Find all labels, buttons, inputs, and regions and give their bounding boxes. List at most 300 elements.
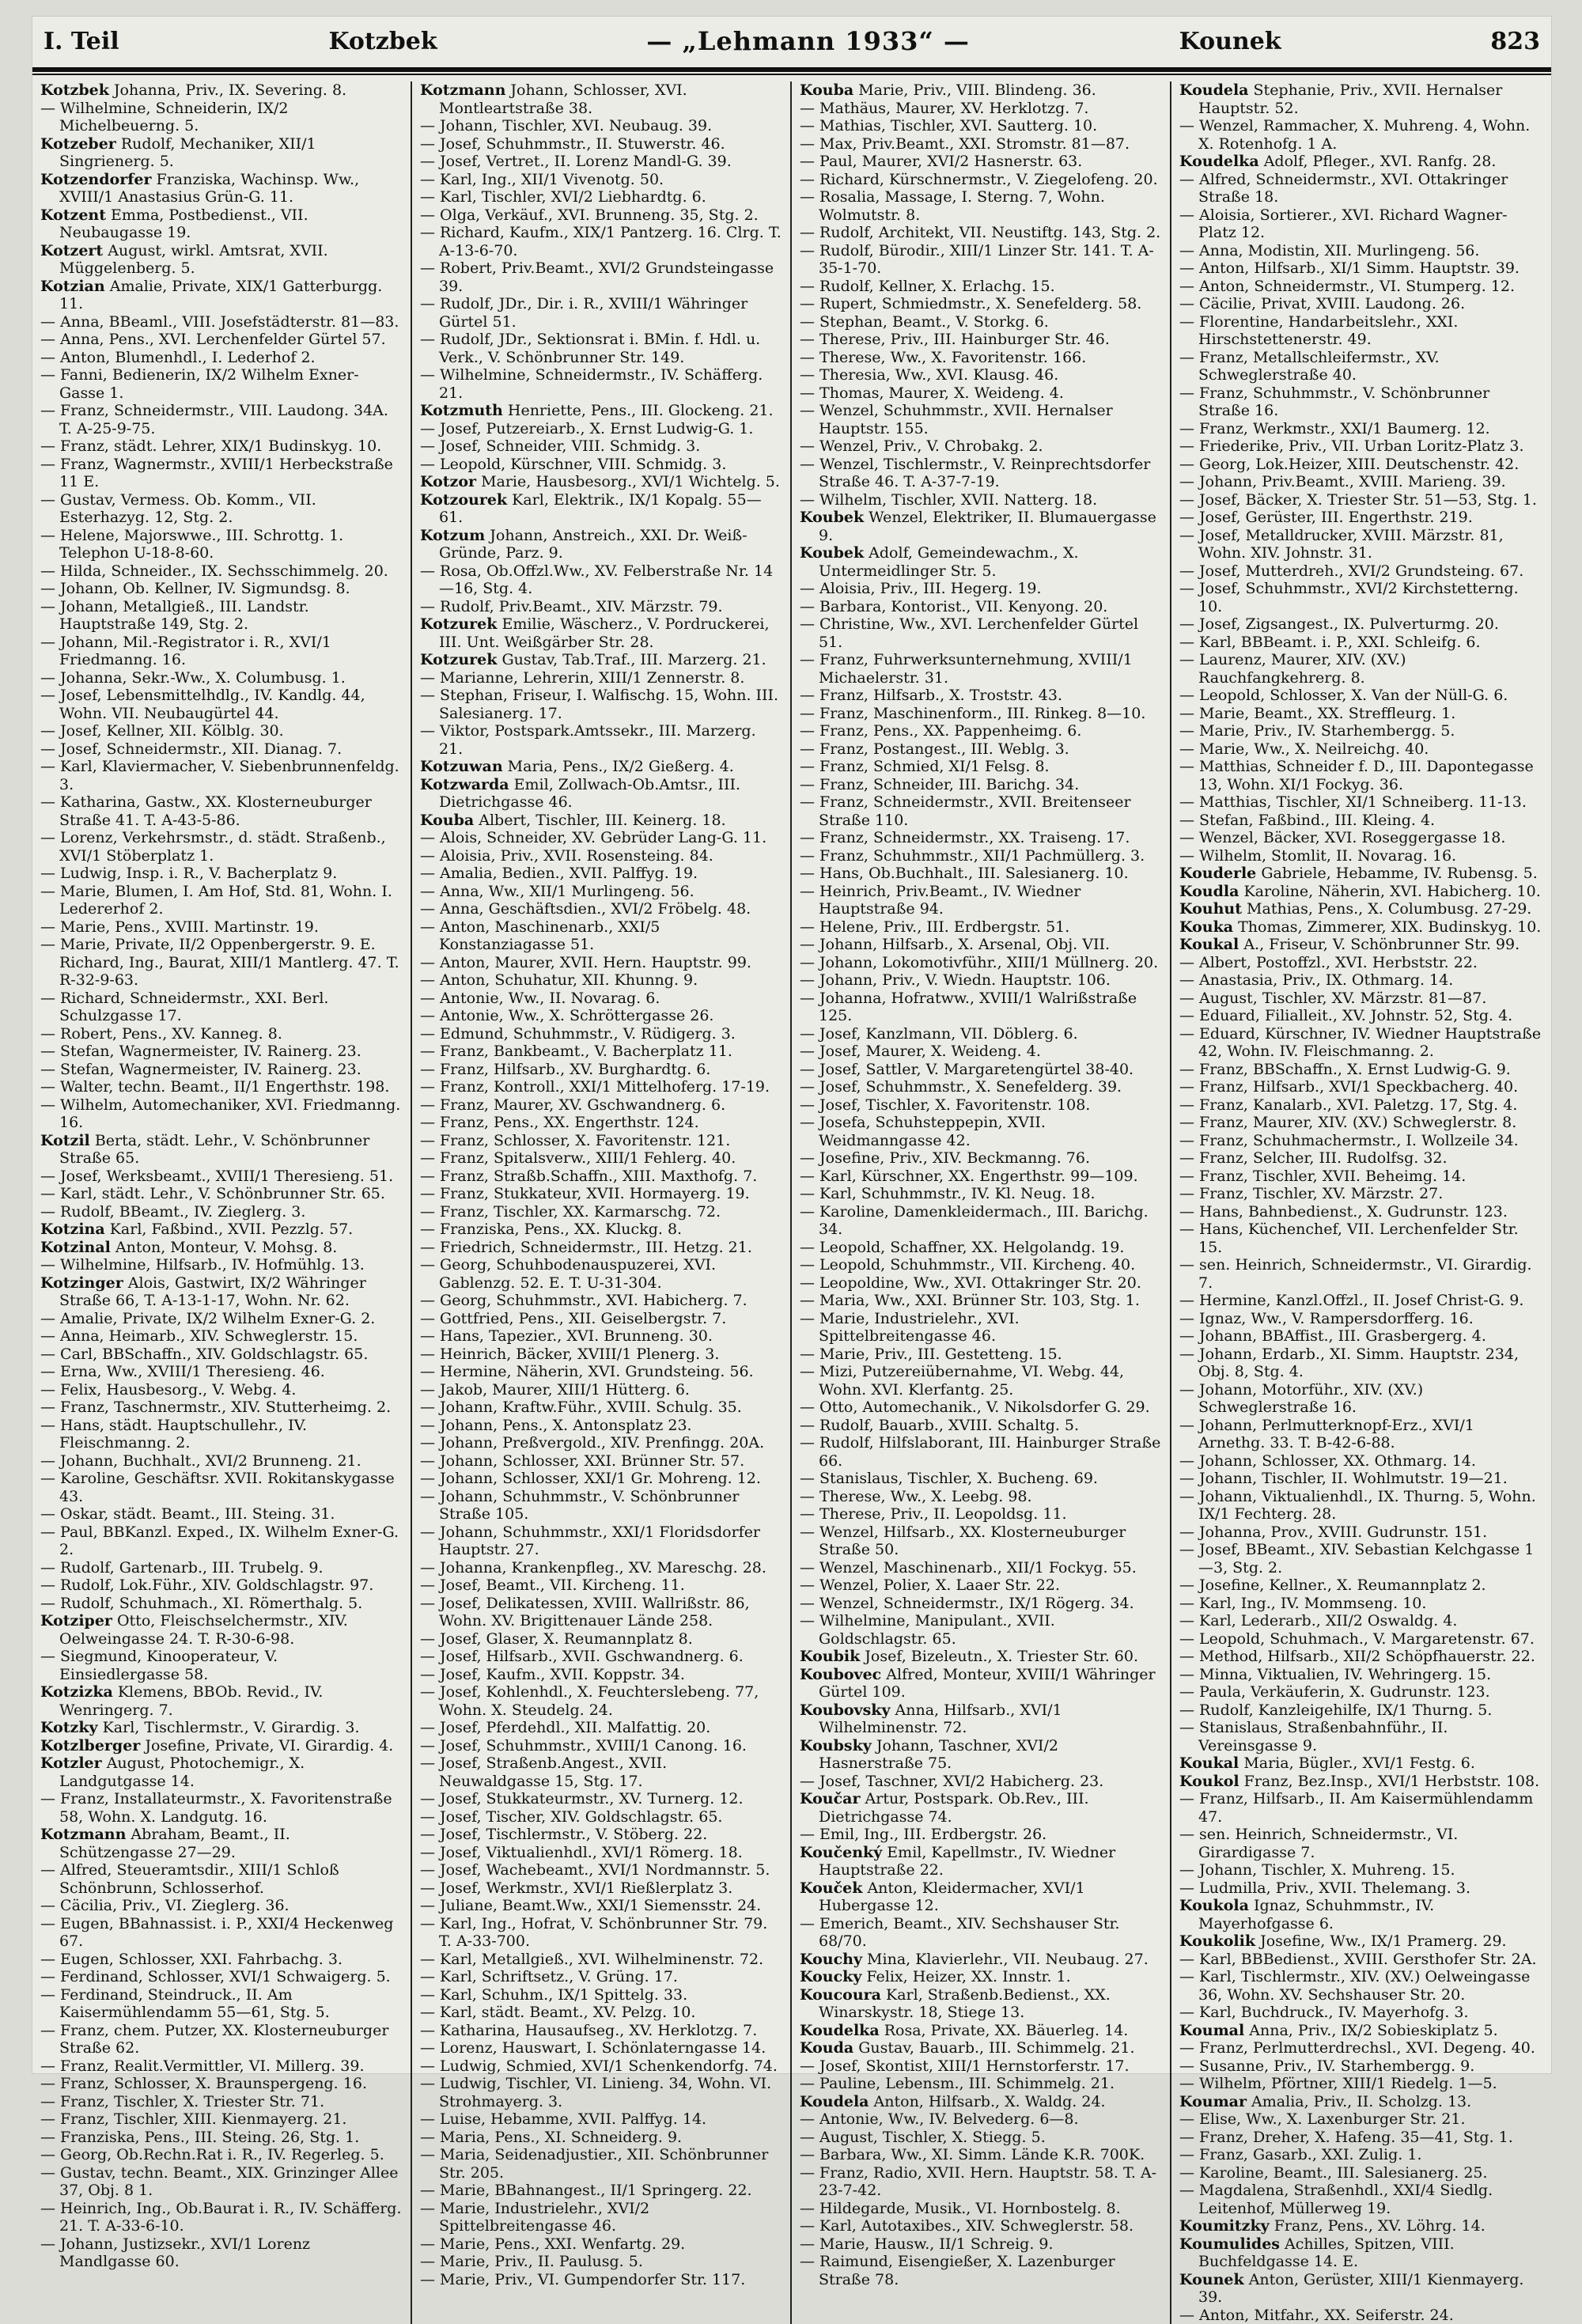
directory-entry xyxy=(420,259,782,295)
directory-entry xyxy=(40,1737,403,1755)
entry-text: — Karoline, Geschäftsr. XVII. Rokitanskygasse 43. xyxy=(40,1470,395,1505)
entry-text: Anton, Monteur, V. Mohsg. 8. xyxy=(111,1239,337,1256)
entry-text: — August, Tischler, X. Stiegg. 5. xyxy=(800,2129,1046,2146)
entry-text: Johanna, Priv., IX. Severing. 8. xyxy=(109,81,346,99)
entry-text: — Karl, städt. Beamt., XV. Pelzg. 10. xyxy=(420,2004,695,2021)
entry-text: — Franz, BBSchaffn., X. Ernst Ludwig-G. 9. xyxy=(1179,1061,1511,1078)
entry-text: — Franz, Realit.Vermittler, VI. Millerg. 39. xyxy=(40,2057,365,2075)
directory-entry xyxy=(40,1897,403,1915)
entry-text: — Josef, Schneider, VIII. Schmidg. 3. xyxy=(420,437,700,455)
directory-entry xyxy=(800,349,1162,367)
entry-text: — Katharina, Hausaufseg., XV. Herklotzg. 7. xyxy=(420,2022,757,2039)
entry-text: Rudolf, Mechaniker, XII/1 Singrienerg. 5. xyxy=(59,135,316,171)
directory-entry xyxy=(800,1612,1162,1648)
directory-entry xyxy=(800,1844,1162,1879)
entry-text: — Johann, Erdarb., XI. Simm. Hauptstr. 234, Obj. 8, Stg. 4. xyxy=(1179,1346,1519,1381)
entry-text: — Johanna, Hofratww., XVIII/1 Walrißstraße 125. xyxy=(800,990,1137,1025)
entry-text: Rosa, Private, XX. Bäuerleg. 14. xyxy=(880,2022,1129,2039)
directory-entry xyxy=(40,740,403,759)
entry-surname: Koudelka xyxy=(800,2022,880,2039)
entry-text: — Johann, Tischler, X. Muhreng. 15. xyxy=(1179,1861,1455,1879)
directory-entry xyxy=(1179,1132,1543,1150)
entry-text: — Wilhelm, Stomlit, II. Novarag. 16. xyxy=(1179,847,1456,865)
entry-text: — Eduard, Filialleit., XV. Johnstr. 52, Stg. 4. xyxy=(1179,1007,1512,1024)
directory-entry xyxy=(40,865,403,883)
entry-text: — Johann, Lokomotivführ., XIII/1 Müllnerg. 20. xyxy=(800,954,1158,971)
directory-entry xyxy=(420,1452,782,1470)
entry-text: — Gustav, techn. Beamt., XIX. Grinzinger Allee 37, Obj. 8 1. xyxy=(40,2164,399,2200)
directory-entry xyxy=(40,669,403,687)
directory-entry xyxy=(420,1043,782,1061)
entry-text: Anna, Priv., IX/2 Sobieskiplatz 5. xyxy=(1244,2022,1497,2039)
entry-surname: Kotzuwan xyxy=(420,758,503,775)
entry-text: — Johann, Metallgieß., III. Landstr. Hauptstraße 149, Stg. 2. xyxy=(40,598,309,634)
entry-text: — Rudolf, Hilfslaborant, III. Hainburger Straße 66. xyxy=(800,1434,1160,1470)
directory-entry xyxy=(420,1239,782,1257)
directory-entry xyxy=(800,384,1162,403)
directory-entry xyxy=(1179,954,1543,972)
entry-surname: Kotzinger xyxy=(40,1274,123,1292)
entry-text: Adolf, Gemeindewachm., X. Untermeidlinger Str. 5. xyxy=(819,544,1079,580)
directory-entry xyxy=(800,865,1162,883)
entry-surname: Kotzky xyxy=(40,1719,98,1736)
directory-entry xyxy=(800,1043,1162,1061)
entry-surname: Koukal xyxy=(1179,936,1239,953)
directory-entry xyxy=(1179,580,1543,615)
directory-entry xyxy=(800,224,1162,242)
directory-entry xyxy=(800,491,1162,509)
entry-text: — Josef, Tischlermstr., V. Stöberg. 22. xyxy=(420,1826,707,1843)
directory-entry xyxy=(800,1523,1162,1559)
entry-text: — Gustav, Vermess. Ob. Komm., VII. Esterhazyg. 12, Stg. 2. xyxy=(40,491,316,527)
entry-text: Gustav, Tab.Traf., III. Marzerg. 21. xyxy=(497,651,766,668)
directory-entry xyxy=(420,1149,782,1168)
directory-entry xyxy=(1179,153,1543,171)
entry-text: Klemens, BBOb. Revid., IV. Wenringerg. 7. xyxy=(59,1683,323,1719)
entry-text: — Marie, BBahnangest., II/1 Springerg. 22. xyxy=(420,2182,752,2199)
entry-text: — Paul, Maurer, XVI/2 Hasnerstr. 63. xyxy=(800,153,1082,170)
directory-entry xyxy=(40,135,403,171)
entry-text: — Anna, Ww., XII/1 Murlingeng. 56. xyxy=(420,883,694,900)
directory-entry xyxy=(1179,2235,1543,2271)
entry-text: — Johann, Justizsekr., XVI/1 Lorenz Mandlgasse 60. xyxy=(40,2235,310,2271)
entry-text: — Anton, Maschinenarb., XXI/5 Konstanziagasse 51. xyxy=(420,918,660,954)
directory-entry xyxy=(40,918,403,937)
directory-entry xyxy=(40,1078,403,1096)
entry-text: Maria, Bügler., XVI/1 Festg. 6. xyxy=(1239,1754,1475,1772)
entry-text: Maria, Pens., IX/2 Gießerg. 4. xyxy=(503,758,734,775)
entry-text: — Rudolf, JDr., Dir. i. R., XVIII/1 Währinger Gürtel 51. xyxy=(420,295,747,331)
directory-entry xyxy=(420,687,782,722)
entry-text: — Karl, Metallgieß., XVI. Wilhelminenstr. 72. xyxy=(420,1951,763,1968)
entry-text: — Josef, Putzereiarb., X. Ernst Ludwig-G. 1. xyxy=(420,420,753,437)
entry-text: — Laurenz, Maurer, XIV. (XV.) Rauchfangkehrerg. 8. xyxy=(1179,651,1406,687)
entry-text: — Karl, städt. Lehr., V. Schönbrunner Str. 65. xyxy=(40,1185,385,1202)
directory-entry xyxy=(800,776,1162,794)
entry-text: Amalia, Priv., II. Scholzg. 13. xyxy=(1247,2093,1471,2110)
directory-entry xyxy=(800,580,1162,598)
directory-entry xyxy=(420,1132,782,1150)
directory-entry xyxy=(1179,1826,1543,1861)
entry-text: — Alfred, Steueramtsdir., XIII/1 Schloß Schönbrunn, Schlosserhof. xyxy=(40,1861,339,1897)
directory-entry xyxy=(1179,1452,1543,1470)
entry-text: — Aloisia, Priv., III. Hegerg. 19. xyxy=(800,580,1041,597)
directory-entry xyxy=(420,1861,782,1879)
directory-entry xyxy=(40,1310,403,1328)
entry-text: Franz, Pens., XV. Löhrg. 14. xyxy=(1270,2217,1485,2235)
directory-entry xyxy=(1179,1185,1543,1203)
entry-text: — Richard, Schneidermstr., XXI. Berl. Schulzgasse 17. xyxy=(40,990,328,1025)
directory-entry xyxy=(1179,1897,1543,1932)
entry-text: — Anton, Schuhatur, XII. Khunng. 9. xyxy=(420,971,698,989)
directory-entry xyxy=(1179,2110,1543,2129)
entry-text: — Johann, Tischler, XVI. Neubaug. 39. xyxy=(420,117,712,134)
directory-entry xyxy=(800,100,1162,118)
entry-text: — Josef, Straßenb.Angest., XVII. Neuwaldgasse 15, Stg. 17. xyxy=(420,1754,667,1790)
entry-text: — Hermine, Näherin, XVI. Grundsteing. 56. xyxy=(420,1363,754,1380)
directory-entry xyxy=(1179,527,1543,562)
directory-entry xyxy=(420,1078,782,1096)
entry-text: — Franz, städt. Lehrer, XIX/1 Budinskyg. 10. xyxy=(40,437,381,455)
entry-text: — Marie, Priv., II. Paulusg. 5. xyxy=(420,2253,643,2270)
entry-text: — Josef, Metalldrucker, XVIII. Märzstr. 81, Wohn. XIV. Johnstr. 31. xyxy=(1179,527,1504,562)
directory-entry xyxy=(1179,1488,1543,1523)
directory-entry xyxy=(420,1595,782,1630)
directory-entry xyxy=(1179,206,1543,242)
entry-text: — Leopold, Schuhmach., V. Margaretenstr. 67. xyxy=(1179,1630,1535,1648)
directory-entry xyxy=(800,598,1162,616)
directory-title: — „Lehmann 1933“ — xyxy=(646,26,970,56)
entry-surname: Koumal xyxy=(1179,2022,1244,2039)
directory-entry xyxy=(1179,456,1543,474)
entry-text: — Josef, Delikatessen, XVIII. Wallrißstr. 86, Wohn. XV. Brigittenauer Lände 258. xyxy=(420,1595,750,1630)
directory-entry xyxy=(40,1132,403,1168)
entry-text: — Theresia, Ww., XVI. Klausg. 46. xyxy=(800,366,1058,384)
directory-entry xyxy=(40,2164,403,2200)
entry-surname: Kouhut xyxy=(1179,900,1242,918)
part-label: I. Teil xyxy=(44,28,119,55)
directory-entry xyxy=(40,936,403,990)
entry-text: Stephanie, Priv., XVII. Hernalser Hauptstr. 52. xyxy=(1198,81,1502,117)
entry-text: — Marie, Ww., X. Neilreichg. 40. xyxy=(1179,740,1429,758)
entry-text: — Anna, Modistin, XII. Murlingeng. 56. xyxy=(1179,242,1479,259)
directory-entry xyxy=(40,580,403,598)
entry-text: — Josef, Kohlenhdl., X. Feuchterslebeng. 77, Wohn. X. Steudelg. 24. xyxy=(420,1683,759,1719)
directory-entry xyxy=(1179,1114,1543,1132)
directory-entry xyxy=(1179,936,1543,954)
directory-entry xyxy=(1179,1968,1543,2004)
directory-entry xyxy=(40,2093,403,2111)
entry-surname: Koudelka xyxy=(1179,153,1259,170)
directory-entry xyxy=(420,81,782,117)
directory-entry xyxy=(420,2146,782,2182)
directory-entry xyxy=(800,1203,1162,1239)
columns xyxy=(32,81,1551,2065)
entry-text: — Emerich, Beamt., XIV. Sechshauser Str. 68/70. xyxy=(800,1915,1120,1951)
directory-entry xyxy=(800,1915,1162,1951)
entry-text: — Johann, BBAffist., III. Grasbergerg. 4. xyxy=(1179,1327,1486,1345)
entry-text: — Franz, Schneider, III. Barichg. 34. xyxy=(800,776,1079,793)
entry-text: — Emil, Ing., III. Erdbergstr. 26. xyxy=(800,1826,1046,1843)
entry-text: — Alois, Schneider, XV. Gebrüder Lang-G. 11. xyxy=(420,829,766,846)
directory-entry xyxy=(800,402,1162,437)
entry-text: — Georg, Schuhmmstr., XVI. Habicherg. 7. xyxy=(420,1292,747,1309)
entry-surname: Koukal xyxy=(1179,1754,1239,1772)
entry-text: — Robert, Pens., XV. Kanneg. 8. xyxy=(40,1025,282,1043)
directory-entry xyxy=(1179,1773,1543,1791)
entry-text: — Anton, Schneidermstr., VI. Stumperg. 12. xyxy=(1179,278,1515,295)
entry-surname: Koucky xyxy=(800,1968,861,1985)
directory-entry xyxy=(420,473,782,491)
directory-entry xyxy=(1179,2129,1543,2147)
directory-entry xyxy=(1179,651,1543,687)
entry-text: — Richard, Kürschnermstr., V. Ziegelofeng. 20. xyxy=(800,171,1158,188)
directory-entry xyxy=(420,420,782,438)
entry-text: — Cäcilie, Privat, XVIII. Laudong. 26. xyxy=(1179,295,1465,312)
entry-text: — Josef, Beamt., VII. Kircheng. 11. xyxy=(420,1576,685,1594)
entry-text: — Johanna, Prov., XVIII. Gudrunstr. 151. xyxy=(1179,1523,1487,1541)
directory-entry xyxy=(40,1061,403,1079)
directory-entry xyxy=(1179,1951,1543,1969)
directory-entry xyxy=(420,669,782,687)
entry-text: — Karl, Tischlermstr., XIV. (XV.) Oelweingasse 36, Wohn. XV. Sechshauser Str. 20. xyxy=(1179,1968,1530,2004)
directory-entry xyxy=(420,812,782,830)
entry-text: — August, Tischler, XV. Märzstr. 81—87. xyxy=(1179,990,1486,1007)
entry-text: — Barbara, Kontorist., VII. Kenyong. 20. xyxy=(800,598,1107,615)
directory-entry xyxy=(1179,171,1543,206)
entry-text: — Matthias, Tischler, XI/1 Schneiberg. 11-13. xyxy=(1179,793,1527,811)
directory-entry xyxy=(420,1790,782,1808)
entry-text: — Katharina, Gastw., XX. Klosterneuburger Straße 41. T. A-43-5-86. xyxy=(40,793,372,829)
entry-text: — Paul, BBKanzl. Exped., IX. Wilhelm Exner-G. 2. xyxy=(40,1523,399,1559)
column-4 xyxy=(1171,81,1551,2324)
entry-text: — Franz, Gasarb., XXI. Zulig. 1. xyxy=(1179,2146,1422,2163)
directory-entry xyxy=(40,1096,403,1132)
entry-text: — Karl, Autotaxibes., XIV. Schweglerstr. 58. xyxy=(800,2217,1134,2235)
directory-entry xyxy=(40,1256,403,1274)
entry-text: — Wilhelm, Pförtner, XIII/1 Riedelg. 1—5. xyxy=(1179,2075,1497,2092)
entry-text: — Johanna, Krankenpfleg., XV. Mareschg. 28. xyxy=(420,1559,766,1576)
entry-text: — Franz, Werkmstr., XXI/1 Baumerg. 12. xyxy=(1179,420,1490,437)
entry-text: Josefine, Private, VI. Girardig. 4. xyxy=(140,1737,393,1754)
directory-entry xyxy=(40,1417,403,1452)
entry-text: — Helene, Priv., III. Erdbergstr. 51. xyxy=(800,918,1069,936)
directory-entry xyxy=(1179,2093,1543,2111)
entry-text: — Friederike, Priv., VII. Urban Loritz-Platz 3. xyxy=(1179,437,1524,455)
directory-entry xyxy=(40,100,403,135)
directory-entry xyxy=(800,456,1162,491)
directory-entry xyxy=(420,776,782,812)
directory-entry xyxy=(420,2271,782,2289)
entry-surname: Koučar xyxy=(800,1790,860,1807)
entry-text: — Therese, Priv., II. Leopoldsg. 11. xyxy=(800,1505,1067,1523)
directory-entry xyxy=(40,1826,403,1861)
entry-text: — Josef, Wachebeamt., XVI/1 Nordmannstr. 5. xyxy=(420,1861,770,1879)
directory-entry xyxy=(40,2235,403,2271)
directory-entry xyxy=(1179,295,1543,313)
entry-text: Felix, Heizer, XX. Innstr. 1. xyxy=(861,1968,1070,1985)
directory-entry xyxy=(40,1505,403,1523)
entry-text: — Josef, Skontist, XIII/1 Hernstorferstr. 17. xyxy=(800,2057,1130,2075)
directory-entry xyxy=(40,1861,403,1897)
entry-text: — Josef, Schuhmmstr., XVI/2 Kirchstetterng. 10. xyxy=(1179,580,1519,615)
directory-entry xyxy=(1179,117,1543,153)
directory-entry xyxy=(420,1363,782,1381)
directory-entry xyxy=(420,1434,782,1452)
entry-text: — Johann, Schlosser, XX. Othmarg. 14. xyxy=(1179,1452,1476,1470)
directory-entry xyxy=(40,81,403,100)
entry-text: — Wenzel, Tischlermstr., V. Reinprechtsdorfer Straße 46. T. A-37-7-19. xyxy=(800,456,1150,491)
entry-text: — Franz, Spitalsverw., XIII/1 Fehlerg. 40. xyxy=(420,1149,736,1167)
entry-text: — Oskar, städt. Beamt., III. Steing. 31. xyxy=(40,1505,335,1523)
directory-entry xyxy=(800,2146,1162,2164)
entry-surname: Koucoura xyxy=(800,1986,881,2004)
directory-entry xyxy=(40,1346,403,1364)
entry-text: — Karl, Klaviermacher, V. Siebenbrunnenfeldg. 3. xyxy=(40,758,399,793)
directory-entry xyxy=(1179,722,1543,740)
directory-entry xyxy=(800,847,1162,865)
entry-text: — Marie, Priv., IV. Starhembergg. 5. xyxy=(1179,722,1455,740)
entry-text: — Anna, Heimarb., XIV. Schweglerstr. 15. xyxy=(40,1327,358,1345)
entry-text: — Franz, Pens., XX. Pappenheimg. 6. xyxy=(800,722,1081,740)
entry-text: — Ferdinand, Steindruck., II. Am Kaisermühlendamm 55—61, Stg. 5. xyxy=(40,1986,330,2022)
directory-entry xyxy=(800,758,1162,776)
entry-surname: Kotzum xyxy=(420,527,485,544)
entry-text: Karoline, Näherin, XVI. Habicherg. 10. xyxy=(1239,883,1540,900)
directory-entry xyxy=(420,491,782,527)
directory-entry xyxy=(1179,847,1543,865)
entry-text: — Rudolf, Architekt, VII. Neustiftg. 143, Stg. 2. xyxy=(800,224,1160,241)
entry-surname: Koudla xyxy=(1179,883,1239,900)
entry-text: — Johann, Schuhmmstr., V. Schönbrunner Straße 105. xyxy=(420,1488,739,1523)
entry-text: — Karl, BBBedienst., XVIII. Gersthofer Str. 2A. xyxy=(1179,1951,1537,1968)
directory-entry xyxy=(800,1951,1162,1969)
directory-entry xyxy=(40,349,403,367)
entry-surname: Kotzor xyxy=(420,473,476,490)
entry-text: — Franz, Installateurmstr., X. Favoritenstraße 58, Wohn. X. Landgutg. 16. xyxy=(40,1790,392,1826)
entry-text: — Josef, Gerüster, III. Engerthstr. 219. xyxy=(1179,509,1473,526)
directory-entry xyxy=(800,1399,1162,1417)
directory-entry xyxy=(40,829,403,865)
directory-entry xyxy=(1179,313,1543,349)
entry-text: — Hans, Ob.Buchhalt., III. Salesianerg. 10. xyxy=(800,865,1129,882)
entry-text: — Franz, Postangest., III. Weblg. 3. xyxy=(800,740,1069,758)
entry-surname: Koubik xyxy=(800,1648,860,1665)
directory-entry xyxy=(420,1897,782,1915)
directory-entry xyxy=(420,1417,782,1435)
directory-entry xyxy=(1179,971,1543,990)
directory-entry xyxy=(800,883,1162,918)
entry-text: — Lorenz, Verkehrsmstr., d. städt. Straßenb., XVI/1 Stöberplatz 1. xyxy=(40,829,386,865)
entry-text: Franz, Bez.Insp., XVI/1 Herbststr. 108. xyxy=(1239,1773,1539,1790)
directory-entry xyxy=(1179,1381,1543,1417)
directory-entry xyxy=(420,1648,782,1666)
entry-text: — Luise, Hebamme, XVII. Palffyg. 14. xyxy=(420,2110,706,2128)
entry-text: — Josef, Werksbeamt., XVIII/1 Theresieng. 51. xyxy=(40,1168,393,1185)
entry-text: — Franz, Fuhrwerksunternehmung, XVIII/1 Michaelerstr. 31. xyxy=(800,651,1133,687)
directory-entry xyxy=(1179,1719,1543,1754)
entry-surname: Koudela xyxy=(800,2093,869,2110)
entry-text: — Paula, Verkäuferin, X. Gudrunstr. 123. xyxy=(1179,1683,1490,1701)
directory-entry xyxy=(800,278,1162,296)
entry-text: — Susanne, Priv., IV. Starhembergg. 9. xyxy=(1179,2057,1474,2075)
entry-text: — Josef, Stukkateurmstr., XV. Turnerg. 12. xyxy=(420,1790,744,1807)
directory-entry xyxy=(800,2057,1162,2076)
entry-text: — Marie, Pens., XVIII. Martinstr. 19. xyxy=(40,918,319,936)
entry-surname: Kouda xyxy=(800,2039,853,2057)
directory-entry xyxy=(40,793,403,829)
entry-text: — Josef, Sattler, V. Margaretengürtel 38-40. xyxy=(800,1061,1134,1078)
directory-entry xyxy=(800,544,1162,580)
directory-entry xyxy=(1179,1327,1543,1346)
entry-text: — Karl, Buchdruck., IV. Mayerhofg. 3. xyxy=(1179,2004,1469,2021)
directory-entry xyxy=(40,1915,403,1951)
entry-text: Karl, Faßbind., XVII. Pezzlg. 57. xyxy=(105,1221,354,1238)
directory-entry xyxy=(40,437,403,456)
entry-surname: Kotzert xyxy=(40,242,103,259)
entry-surname: Kotzourek xyxy=(420,491,507,509)
entry-text: — Franz, Wagnermstr., XVIII/1 Herbeckstraße 11 E. xyxy=(40,456,393,491)
entry-text: — Ludwig, Tischler, VI. Linieng. 34, Wohn. VI. Strohmayerg. 3. xyxy=(420,2075,771,2110)
directory-entry xyxy=(40,1185,403,1203)
directory-entry xyxy=(800,1239,1162,1257)
directory-entry xyxy=(420,1968,782,1986)
directory-entry xyxy=(420,758,782,776)
directory-entry xyxy=(40,1239,403,1257)
column-1 xyxy=(32,81,412,2324)
directory-entry xyxy=(420,1666,782,1684)
entry-text: — Amalie, Private, IX/2 Wilhelm Exner-G. 2. xyxy=(40,1310,375,1327)
entry-text: — Johann, Viktualienhdl., IX. Thurng. 5, Wohn. IX/1 Fechterg. 28. xyxy=(1179,1488,1536,1523)
entry-text: — Karl, Ing., XII/1 Vivenotg. 50. xyxy=(420,171,664,188)
entry-text: — Otto, Automechanik., V. Nikolsdorfer G. 29. xyxy=(800,1399,1150,1416)
directory-entry xyxy=(40,1595,403,1613)
directory-entry xyxy=(1179,1096,1543,1115)
directory-entry xyxy=(420,1879,782,1898)
entry-text: — Therese, Ww., X. Leebg. 98. xyxy=(800,1488,1032,1505)
entry-text: Thomas, Zimmerer, XIX. Budinskyg. 10. xyxy=(1233,918,1541,936)
entry-surname: Kotzurek xyxy=(420,615,497,633)
directory-entry xyxy=(800,117,1162,135)
directory-entry xyxy=(800,2093,1162,2111)
directory-entry xyxy=(800,313,1162,331)
directory-entry xyxy=(40,242,403,278)
entry-text: — Rudolf, Gartenarb., III. Trubelg. 9. xyxy=(40,1559,324,1576)
entry-text: — Rudolf, Lok.Führ., XIV. Goldschlagstr. 97. xyxy=(40,1576,373,1594)
entry-text: — Franz, Radio, XVII. Hern. Hauptstr. 58. T. A-23-7-42. xyxy=(800,2164,1156,2200)
directory-entry xyxy=(1179,1061,1543,1079)
entry-surname: Kotzizka xyxy=(40,1683,113,1701)
entry-text: — Hans, Tapezier., XVI. Brunneng. 30. xyxy=(420,1327,713,1345)
directory-entry xyxy=(420,2110,782,2129)
directory-entry xyxy=(40,1274,403,1310)
directory-entry xyxy=(40,990,403,1025)
entry-surname: Koubek xyxy=(800,544,864,562)
entry-text: — Franz, Schlosser, X. Braunspergeng. 16. xyxy=(40,2075,367,2092)
entry-text: — Felix, Hausbesorg., V. Webg. 4. xyxy=(40,1381,296,1399)
entry-text: — Method, Hilfsarb., XII/2 Schöpfhauerstr. 22. xyxy=(1179,1648,1535,1665)
entry-text: — Robert, Priv.Beamt., XVI/2 Grundsteingasse 39. xyxy=(420,259,774,295)
directory-entry xyxy=(420,2004,782,2022)
directory-entry xyxy=(40,2146,403,2164)
entry-text: — Raimund, Eisengießer, X. Lazenburger Straße 78. xyxy=(800,2253,1115,2288)
directory-entry xyxy=(40,1381,403,1399)
entry-text: — Wilhelm, Tischler, XVII. Natterg. 18. xyxy=(800,491,1097,509)
directory-entry xyxy=(420,1915,782,1951)
directory-entry xyxy=(1179,349,1543,384)
directory-entry xyxy=(800,918,1162,937)
entry-text: — Josef, Pferdehdl., XII. Malfattig. 20. xyxy=(420,1719,710,1736)
